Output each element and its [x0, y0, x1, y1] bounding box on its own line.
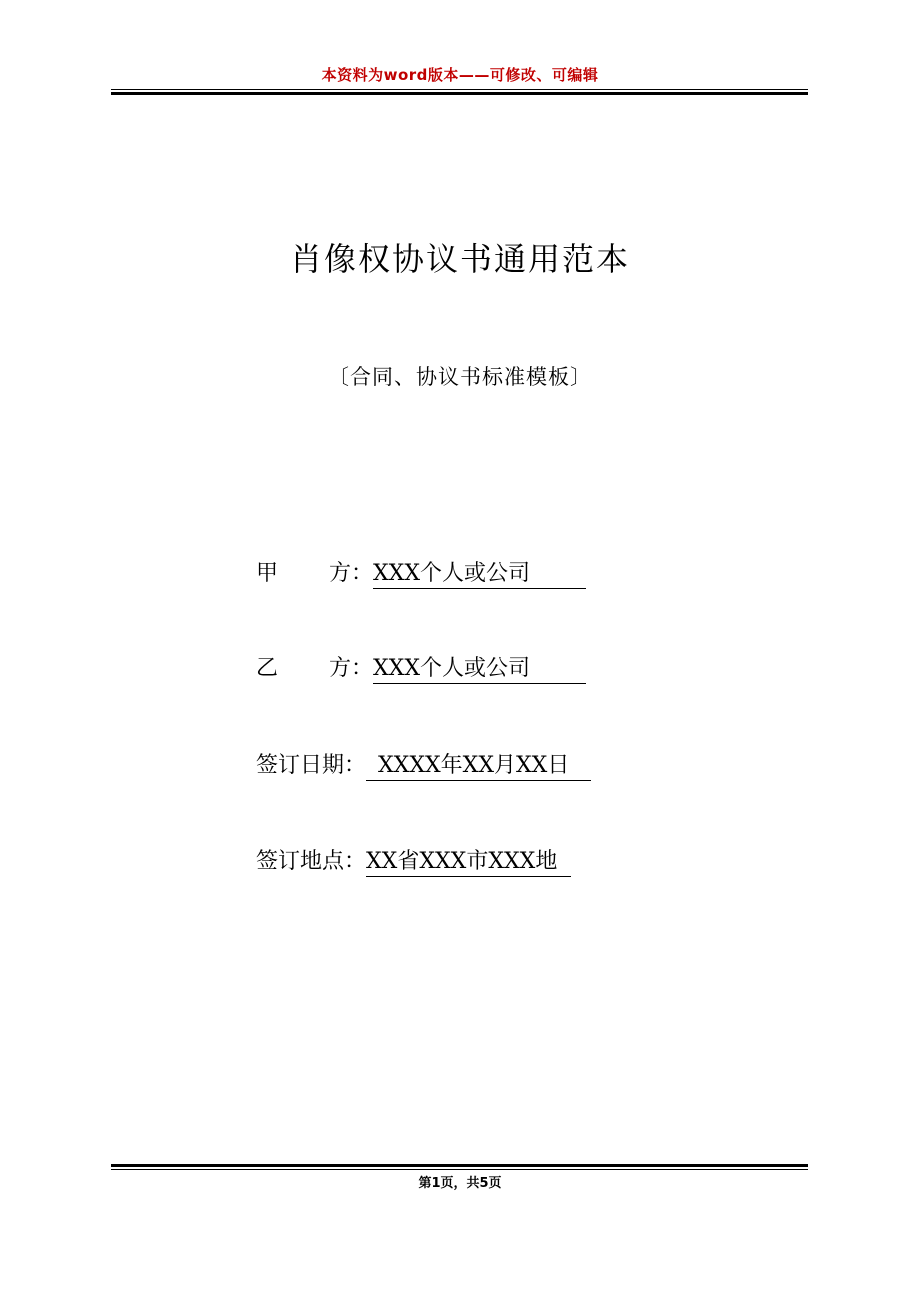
party-b-value: XXX个人或公司: [373, 651, 586, 684]
party-a-label: 甲 方：: [256, 561, 373, 586]
sign-date-value: XXXX年XX月XX日: [366, 748, 591, 781]
party-a-field: [256, 556, 586, 589]
page-number: 第1页，共5页: [418, 1176, 502, 1191]
footer-rule-thin: [111, 1169, 808, 1170]
party-a-value: XXX个人或公司: [373, 556, 586, 589]
sign-place-label: 签订地点：: [256, 849, 367, 874]
header-rule-thin: [111, 89, 808, 90]
party-b-label: 乙 方：: [256, 656, 373, 681]
sign-place-value: XX省XXX市XXX地: [366, 844, 571, 877]
sign-place-field: [256, 844, 571, 877]
footer-rule-thick: [111, 1164, 808, 1167]
sign-date-label: 签订日期：: [256, 753, 367, 778]
sign-date-field: [256, 748, 591, 781]
document-header: 本资料为word版本——可修改、可编辑: [321, 66, 599, 84]
header-rule-thick: [111, 92, 808, 95]
document-title: 肖像权协议书通用范本: [289, 240, 630, 278]
party-b-field: [256, 651, 586, 684]
document-subtitle: 〔合同、协议书标准模板〕: [328, 365, 592, 389]
